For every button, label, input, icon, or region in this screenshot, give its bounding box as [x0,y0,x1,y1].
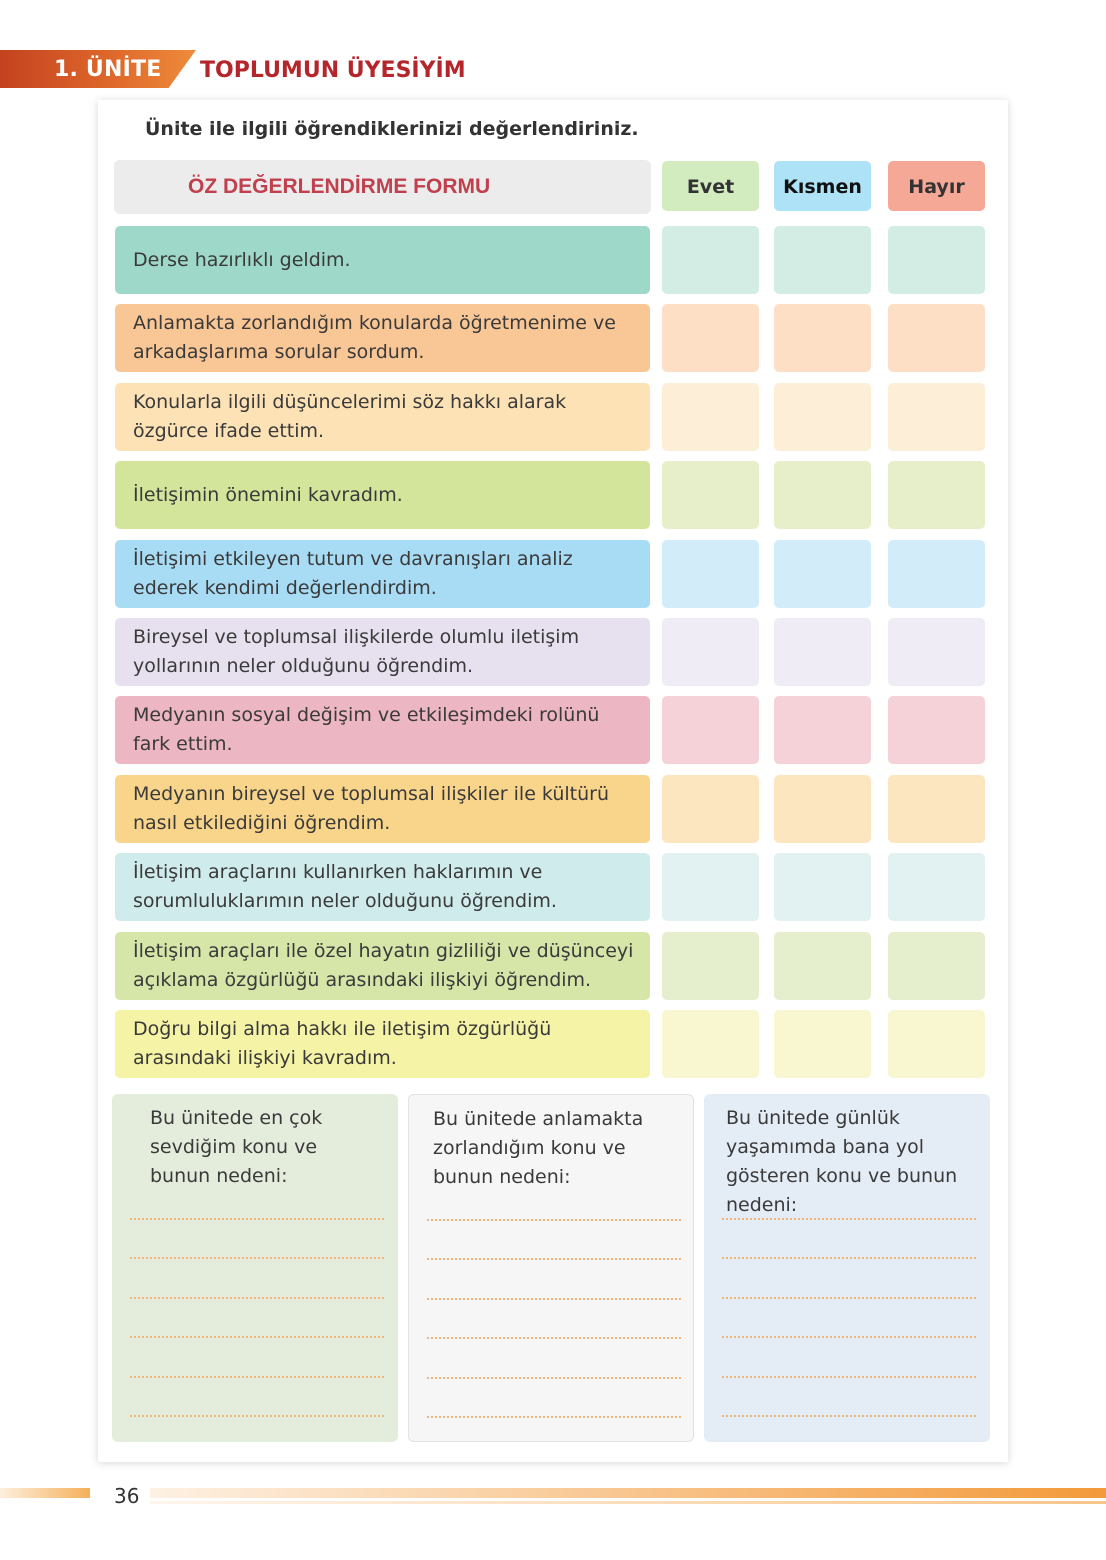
rating-cell-partly-row-3[interactable] [774,383,871,451]
statement-row-4 [115,461,650,529]
statement-row-5 [115,540,650,608]
statement-text: Bireysel ve toplumsal ilişkilerde olumlu iletişim yollarının neler olduğunu öğrendim. [133,626,580,677]
statement-row-7 [115,696,650,764]
rating-cell-partly-row-8[interactable] [774,775,871,843]
statement-text: Medyanın sosyal değişim ve etkileşimdeki rolünü fark ettim. [133,704,600,755]
rating-cell-no-row-8[interactable] [888,775,985,843]
writing-line[interactable] [130,1336,384,1338]
rating-cell-partly-row-7[interactable] [774,696,871,764]
writing-line[interactable] [427,1337,681,1339]
statement-text: İletişimi etkileyen tutum ve davranışları analiz ederek kendimi değerlendirdim. [133,548,573,599]
page-number: 36 [114,1484,140,1508]
statement-text: İletişim araçları ile özel hayatın gizliliği ve düşünceyi açıklama özgürlüğü arasındaki ilişkiyi öğrendim. [133,940,634,991]
rating-cell-yes-row-6[interactable] [662,618,759,686]
writing-line[interactable] [427,1298,681,1300]
writing-line[interactable] [427,1258,681,1260]
rating-cell-yes-row-9[interactable] [662,853,759,921]
statement-text: İletişimin önemini kavradım. [133,483,403,506]
rating-cell-yes-row-11[interactable] [662,1010,759,1078]
statement-row-11 [115,1010,650,1078]
reflection-prompt: Bu ünitede anlamakta zorlandığım konu ve bunun nedeni: [433,1108,644,1188]
column-header-no: Hayır [888,161,985,211]
rating-cell-no-row-3[interactable] [888,383,985,451]
unit-title: TOPLUMUN ÜYESİYİM [200,58,466,83]
unit-label: 1. ÜNİTE [54,57,162,82]
rating-cell-no-row-5[interactable] [888,540,985,608]
footer-line [0,1488,90,1498]
rating-cell-yes-row-7[interactable] [662,696,759,764]
statement-text: İletişim araçlarını kullanırken haklarımın ve sorumluluklarımın neler olduğunu öğrendim. [133,861,557,912]
rating-cell-no-row-4[interactable] [888,461,985,529]
statement-row-1 [115,226,650,294]
rating-cell-yes-row-10[interactable] [662,932,759,1000]
guiding-topic-box [704,1094,990,1442]
rating-cell-partly-row-5[interactable] [774,540,871,608]
statement-row-6 [115,618,650,686]
reflection-prompt: Bu ünitede en çok sevdiğim konu ve bunun nedeni: [150,1107,323,1187]
statement-text: Doğru bilgi alma hakkı ile iletişim özgürlüğü arasındaki ilişkiyi kavradım. [133,1018,552,1069]
statement-text: Derse hazırlıklı geldim. [133,248,351,271]
rating-cell-yes-row-8[interactable] [662,775,759,843]
rating-cell-partly-row-6[interactable] [774,618,871,686]
rating-cell-no-row-2[interactable] [888,304,985,372]
column-header-yes: Evet [662,161,759,211]
writing-line[interactable] [427,1219,681,1221]
writing-line[interactable] [722,1376,976,1378]
rating-cell-yes-row-2[interactable] [662,304,759,372]
writing-line[interactable] [130,1297,384,1299]
rating-cell-partly-row-4[interactable] [774,461,871,529]
footer-line [150,1488,1106,1498]
writing-line[interactable] [130,1257,384,1259]
statement-text: Konularla ilgili düşüncelerimi söz hakkı alarak özgürce ifade ettim. [133,391,567,442]
statement-row-2 [115,304,650,372]
statement-row-9 [115,853,650,921]
rating-cell-partly-row-10[interactable] [774,932,871,1000]
rating-cell-no-row-11[interactable] [888,1010,985,1078]
writing-line[interactable] [722,1336,976,1338]
reflection-prompt: Bu ünitede günlük yaşamımda bana yol gösteren konu ve bunun nedeni: [726,1107,958,1216]
rating-cell-no-row-6[interactable] [888,618,985,686]
rating-cell-no-row-9[interactable] [888,853,985,921]
footer-line [150,1501,1106,1504]
favorite-topic-box [112,1094,398,1442]
rating-cell-yes-row-4[interactable] [662,461,759,529]
difficult-topic-box [408,1094,694,1442]
writing-line[interactable] [130,1376,384,1378]
writing-line[interactable] [427,1416,681,1418]
writing-line[interactable] [722,1257,976,1259]
writing-line[interactable] [130,1218,384,1220]
column-header-partly: Kısmen [774,161,871,211]
rating-cell-yes-row-5[interactable] [662,540,759,608]
statement-row-3 [115,383,650,451]
instruction-text: Ünite ile ilgili öğrendiklerinizi değerlendiriniz. [145,118,639,140]
rating-cell-partly-row-9[interactable] [774,853,871,921]
writing-line[interactable] [427,1377,681,1379]
rating-cell-partly-row-2[interactable] [774,304,871,372]
rating-cell-no-row-10[interactable] [888,932,985,1000]
rating-cell-yes-row-1[interactable] [662,226,759,294]
rating-cell-partly-row-11[interactable] [774,1010,871,1078]
rating-cell-no-row-7[interactable] [888,696,985,764]
rating-cell-partly-row-1[interactable] [774,226,871,294]
rating-cell-no-row-1[interactable] [888,226,985,294]
writing-line[interactable] [722,1297,976,1299]
statement-row-8 [115,775,650,843]
statement-row-10 [115,932,650,1000]
form-title: ÖZ DEĞERLENDİRME FORMU [188,175,491,198]
form-header [114,160,651,214]
writing-line[interactable] [722,1415,976,1417]
rating-cell-yes-row-3[interactable] [662,383,759,451]
statement-text: Anlamakta zorlandığım konularda öğretmenime ve arkadaşlarıma sorular sordum. [133,312,616,363]
writing-line[interactable] [722,1218,976,1220]
statement-text: Medyanın bireysel ve toplumsal ilişkiler ile kültürü nasıl etkilediğini öğrendim. [133,783,610,834]
writing-line[interactable] [130,1415,384,1417]
